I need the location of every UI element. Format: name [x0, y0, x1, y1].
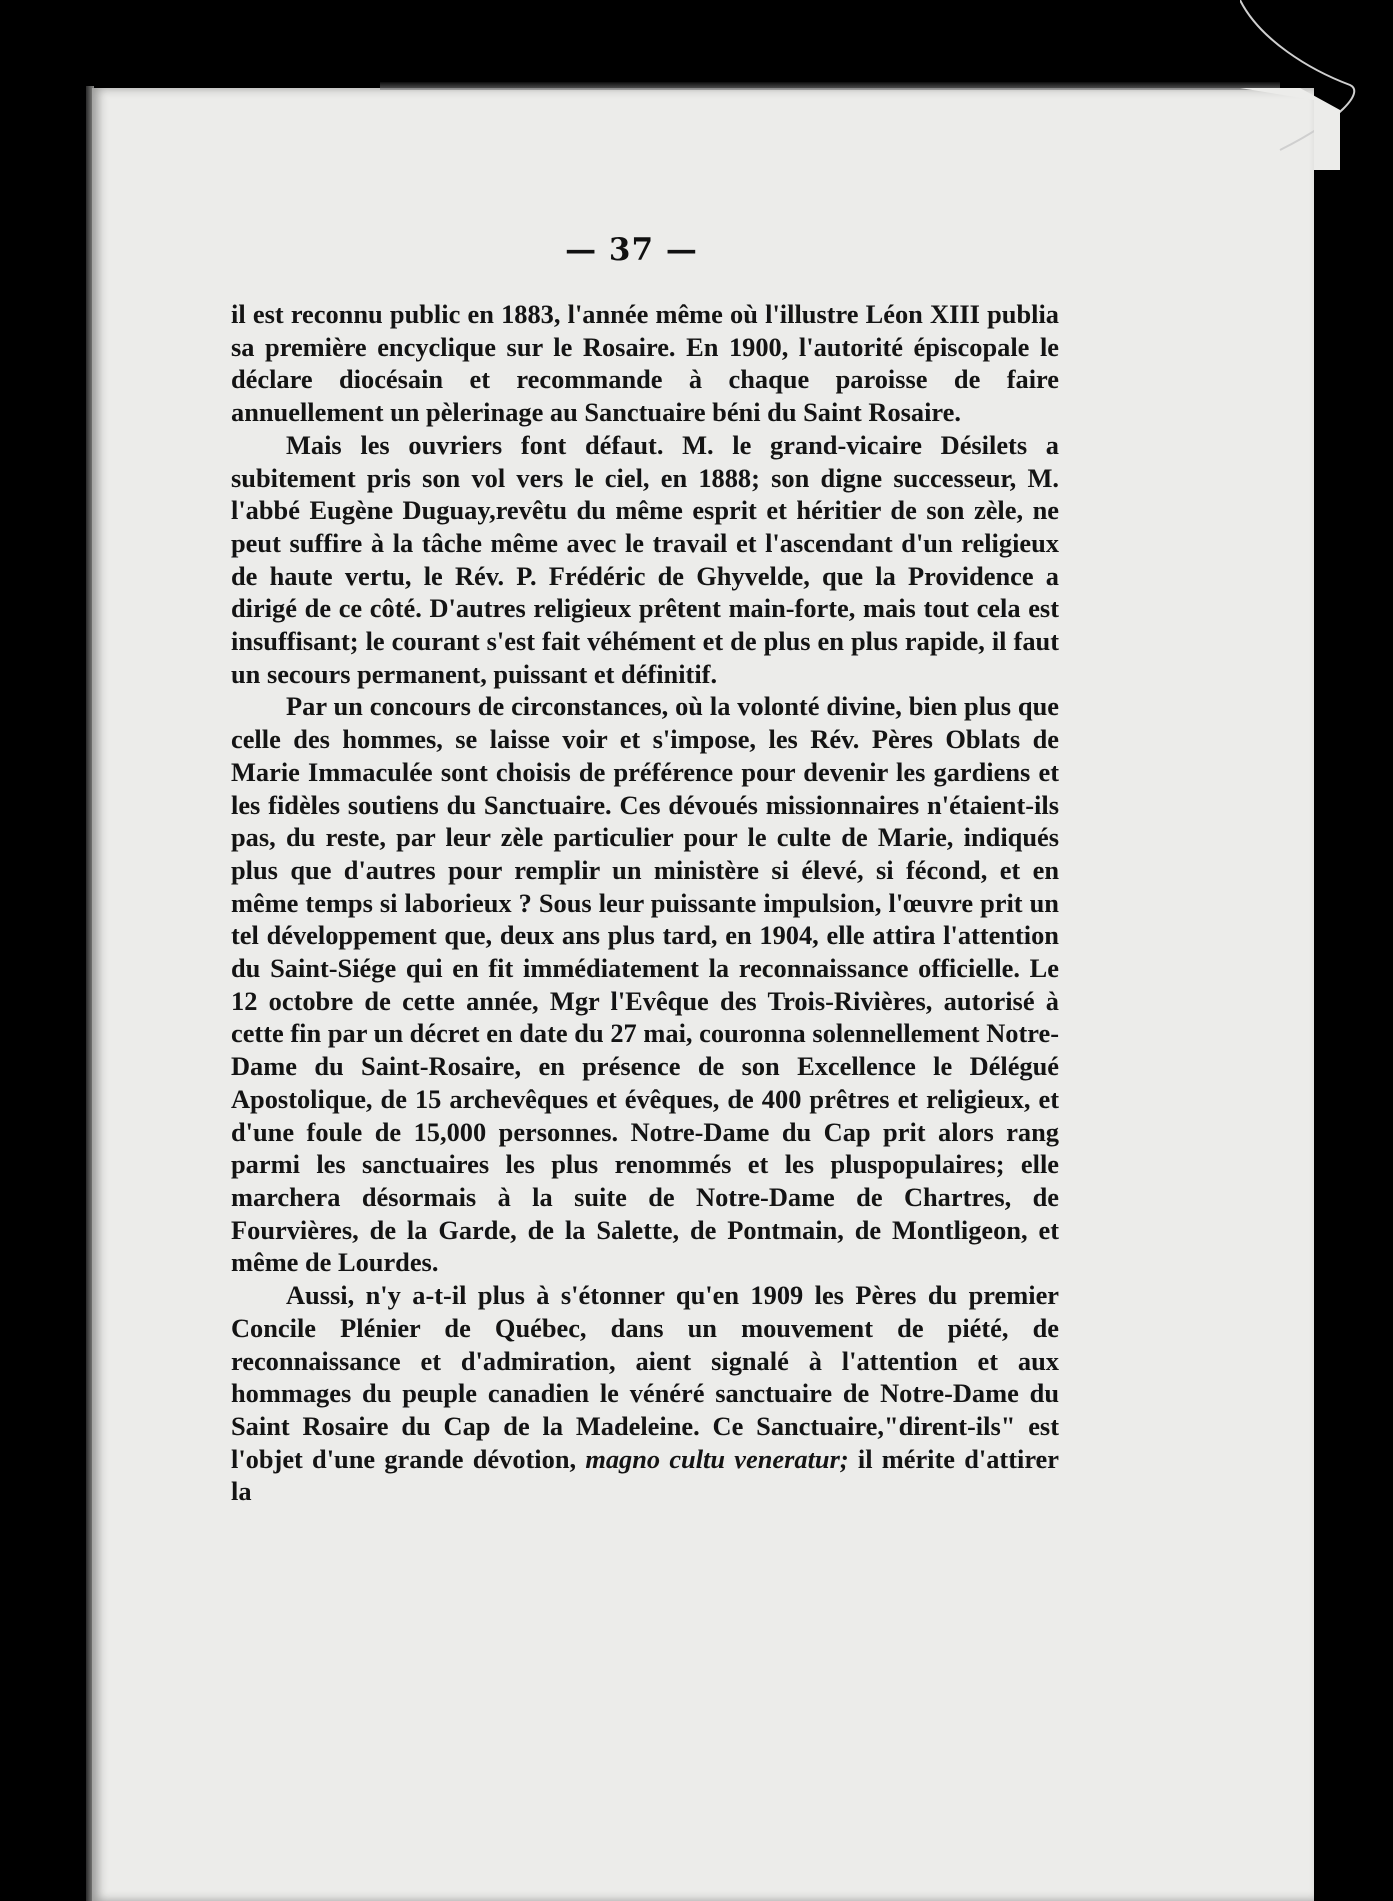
paragraph-2: Mais les ouvriers font défaut. M. le grand-vicaire Désilets a subitement pris son vol vers le ciel, en 1888; son digne successeur, M. l'abbé Eugène Duguay,revêtu du même esprit et héritier de son zèle, ne peut suffire à la tâche même avec le travail et l'ascendant d'un religieux de haute vertu, le Rév. P. Frédéric de Ghyvelde, que la Providence a dirigé de ce côté. D'autres religieux prêtent main-forte, mais tout cela est insuffisant; le courant s'est fait véhément et de plus en plus rapide, il faut un secours permanent, puissant et définitif. [231, 429, 1059, 689]
paragraph-4 [231, 1279, 1059, 1508]
paragraph-1: il est reconnu public en 1883, l'année même où l'illustre Léon XIII publia sa première encyclique sur le Rosaire. En 1900, l'autorité épiscopale le déclare diocésain et recommande à chaque paroisse de faire annuellement un pèlerinage au Sanctuaire béni du Saint Rosaire. [231, 299, 1059, 428]
page-number: — 37 — [565, 232, 698, 268]
paragraph-4-ending: il mérite d'attirer la [231, 1443, 1059, 1507]
paragraph-3: Par un concours de circonstances, où la volonté divine, bien plus que celle des hommes, se laisse voir et s'impose, les Rév. Pères Oblats de Marie Immaculée sont choisis de préférence pour devenir les gardiens et les fidèles soutiens du Sanctuaire. Ces dévoués missionnaires n'étaient-ils pas, du reste, par leur zèle particulier pour le culte de Marie, indiqués plus que d'autres pour remplir un ministère si élevé, si fécond, et en même temps si laborieux ? Sous leur puissante impulsion, l'œuvre prit un tel développement que, deux ans plus tard, en 1904, elle attira l'attention du Saint-Siége qui en fit immédiatement la reconnaissance officielle. Le 12 octobre de cette année, Mgr l'Evêque des Trois-Rivières, autorisé à cette fin par un décret en date du 27 mai, couronna solennellement Notre-Dame du Saint-Rosaire, en présence de son Excellence le Délégué Apostolique, de 15 archevêques et évêques, de 400 prêtres et religieux, et d'une foule de 15,000 personnes. Notre-Dame du Cap prit alors rang parmi les sanctuaires les plus renommés et les pluspopulaires; elle marchera désormais à la suite de Notre-Dame de Chartres, de Fourvières, de la Garde, de la Salette, de Pontmain, de Montligeon, et même de Lourdes. [231, 691, 1059, 1278]
page-corner-curl [1240, 0, 1393, 170]
page-top-shadow [380, 82, 1280, 90]
paragraph-4-text: Aussi, n'y a-t-il plus à s'étonner qu'en 1909 les Pères du premier Concile Plénier de Québec, dans un mouvement de piété, de reconnaissance et d'admiration, aient signalé à l'attention et aux hommages du peuple canadien le vénéré sanctuaire de Notre-Dame du Saint Rosaire du Cap de la Madeleine. Ce Sanctuaire,"dirent-ils" est l'objet d'une grande dévotion, [231, 1280, 1059, 1474]
body-text [231, 298, 1059, 1508]
latin-phrase: magno cultu veneratur; [585, 1443, 849, 1474]
